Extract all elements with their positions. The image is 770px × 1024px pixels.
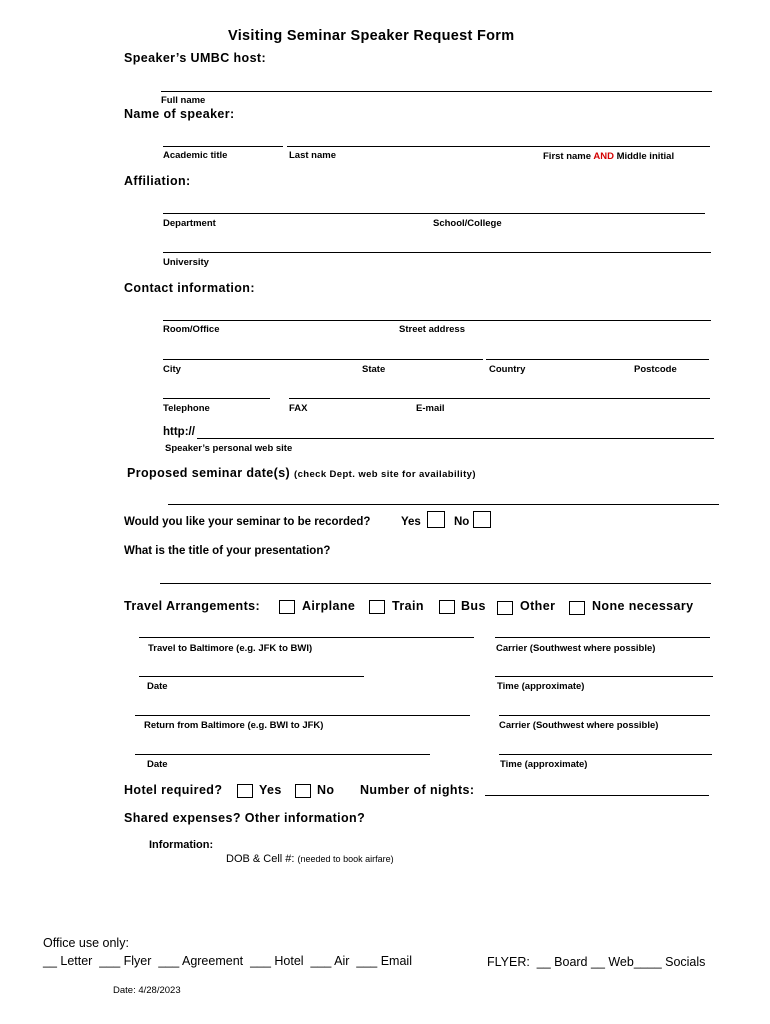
time-label-1: Time (approximate) [497, 681, 585, 692]
info-label: Information: [149, 839, 214, 851]
form-date: Date: 4/28/2023 [113, 985, 181, 996]
other-label: Other [520, 599, 556, 613]
carrier-label-1: Carrier (Southwest where possible) [496, 643, 656, 654]
train-checkbox[interactable] [369, 600, 385, 614]
telephone-label: Telephone [163, 403, 210, 414]
return-label: Return from Baltimore (e.g. BWI to JFK) [144, 720, 324, 731]
recorded-yes-checkbox[interactable] [427, 511, 445, 528]
hotel-question: Hotel required? [124, 783, 223, 797]
speaker-name-field[interactable] [287, 146, 710, 147]
travel-to-field[interactable] [139, 637, 474, 638]
hotel-yes-checkbox[interactable] [237, 784, 253, 798]
fax-email-field[interactable] [289, 398, 710, 399]
email-label: E-mail [416, 403, 445, 414]
travel-to-label: Travel to Baltimore (e.g. JFK to BWI) [148, 643, 313, 654]
fax-label: FAX [289, 403, 308, 414]
state-label: State [362, 364, 386, 375]
school-label: School/College [433, 218, 502, 229]
http-prefix: http:// [163, 426, 195, 438]
postcode-label: Postcode [634, 364, 677, 375]
airplane-label: Airplane [302, 599, 356, 613]
hotel-no-checkbox[interactable] [295, 784, 311, 798]
hotel-no-label: No [317, 783, 335, 797]
time-field-1[interactable] [495, 676, 713, 677]
dob-label: DOB & Cell #: (needed to book airfare) [226, 853, 394, 865]
full-name-label: Full name [161, 95, 206, 106]
department-school-field[interactable] [163, 213, 705, 214]
dates-heading: Proposed seminar date(s) (check Dept. web site for availability) [127, 466, 476, 480]
city-label: City [163, 364, 181, 375]
office-heading: Office use only: [43, 936, 129, 950]
department-label: Department [163, 218, 216, 229]
website-label: Speaker’s personal web site [165, 443, 293, 454]
time-label-2: Time (approximate) [500, 759, 588, 770]
carrier-field-2[interactable] [499, 715, 710, 716]
last-name-label: Last name [289, 150, 336, 161]
university-label: University [163, 257, 209, 268]
contact-heading: Contact information: [124, 281, 255, 295]
academic-title-label: Academic title [163, 150, 228, 161]
nights-label: Number of nights: [360, 783, 475, 797]
recorded-no-checkbox[interactable] [473, 511, 491, 528]
first-name-label: First name AND Middle initial [543, 151, 675, 162]
presentation-question: What is the title of your presentation? [124, 545, 331, 557]
none-necessary-label: None necessary [592, 599, 694, 613]
room-label: Room/Office [163, 324, 220, 335]
telephone-field[interactable] [163, 398, 270, 399]
street-label: Street address [399, 324, 466, 335]
recorded-yes-label: Yes [401, 516, 421, 528]
country-label: Country [489, 364, 526, 375]
website-field[interactable] [197, 438, 714, 439]
time-field-2[interactable] [499, 754, 712, 755]
date-label-2: Date [147, 759, 168, 770]
flyer-checklist: FLYER: __ Board __ Web____ Socials [487, 955, 706, 969]
academic-title-field[interactable] [163, 146, 283, 147]
date-label-1: Date [147, 681, 168, 692]
airplane-checkbox[interactable] [279, 600, 295, 614]
none-necessary-checkbox[interactable] [569, 601, 585, 615]
train-label: Train [392, 599, 424, 613]
city-state-field[interactable] [163, 359, 483, 360]
travel-heading: Travel Arrangements: [124, 599, 261, 613]
full-name-field[interactable] [161, 91, 712, 92]
dates-field[interactable] [168, 504, 719, 505]
nights-field[interactable] [485, 795, 709, 796]
shared-heading: Shared expenses? Other information? [124, 811, 366, 825]
return-field[interactable] [135, 715, 470, 716]
recorded-no-label: No [454, 516, 470, 528]
date-field-2[interactable] [135, 754, 430, 755]
carrier-field-1[interactable] [495, 637, 710, 638]
host-heading: Speaker’s UMBC host: [124, 51, 267, 65]
date-field-1[interactable] [139, 676, 364, 677]
speaker-heading: Name of speaker: [124, 107, 235, 121]
hotel-yes-label: Yes [259, 783, 282, 797]
bus-label: Bus [461, 599, 486, 613]
presentation-title-field[interactable] [160, 583, 711, 584]
bus-checkbox[interactable] [439, 600, 455, 614]
university-field[interactable] [163, 252, 711, 253]
affiliation-heading: Affiliation: [124, 174, 191, 188]
form-title: Visiting Seminar Speaker Request Form [228, 28, 515, 44]
office-checklist: __ Letter ___ Flyer ___ Agreement ___ Hotel ___ Air ___ Email [43, 954, 412, 968]
carrier-label-2: Carrier (Southwest where possible) [499, 720, 659, 731]
room-street-field[interactable] [163, 320, 711, 321]
country-postcode-field[interactable] [486, 359, 709, 360]
other-checkbox[interactable] [497, 601, 513, 615]
recorded-question: Would you like your seminar to be recorded? [124, 516, 371, 528]
